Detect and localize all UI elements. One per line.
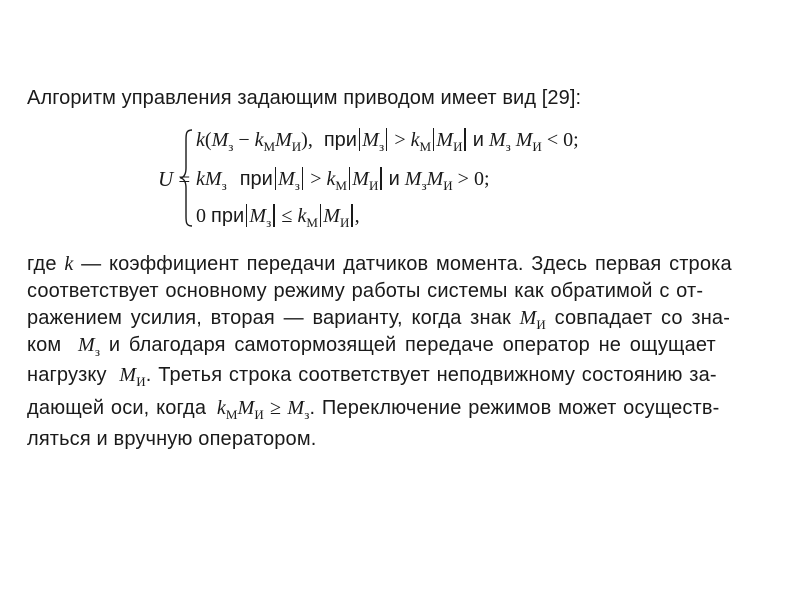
sub-z: з — [221, 178, 227, 193]
var-M: M — [515, 129, 533, 151]
coef-k: k — [254, 129, 264, 151]
var-M: M — [249, 205, 267, 227]
word-pri: при — [239, 168, 273, 190]
sub-z: з — [266, 215, 272, 230]
var-M: M — [519, 307, 537, 329]
abs-bar — [349, 167, 350, 190]
op-ge: ≥ — [263, 397, 288, 419]
op-gt: > — [389, 129, 411, 151]
text: нагрузку — [27, 364, 114, 386]
abs-bar — [380, 167, 381, 190]
word-pri: при — [323, 129, 357, 151]
abs-bar — [351, 204, 352, 227]
formula-tail: , — [354, 205, 360, 227]
sub-i: И — [339, 215, 350, 230]
var-M: M — [436, 129, 454, 151]
paragraph-line-2: соответствует основному режиму работы системы как обратимой с от- — [27, 280, 704, 302]
coef-k: k — [326, 168, 336, 190]
formula-tail: > 0; — [452, 168, 490, 190]
paragraph-line-1 — [27, 253, 767, 276]
sub-z: з — [378, 139, 385, 154]
var-M: M — [352, 168, 369, 190]
sub-i: И — [136, 374, 146, 389]
sub-i: И — [536, 317, 546, 332]
var-M: M — [237, 397, 255, 419]
sub-i: И — [443, 178, 453, 193]
sub-m: М — [419, 139, 432, 154]
abs-bar — [273, 204, 274, 227]
sub-m: М — [335, 178, 347, 193]
paren-open: ( — [204, 129, 212, 151]
paragraph-line-6 — [27, 397, 767, 423]
text: и благодаря самотормозящей передаче оператор не ощущает — [100, 334, 716, 356]
paragraph-line-5 — [27, 364, 767, 390]
formula-case-2 — [196, 167, 490, 194]
abs-bar — [302, 167, 303, 190]
text: . Переключение режимов может осуществ- — [309, 397, 720, 419]
paragraph-line-3 — [27, 307, 767, 333]
var-M: M — [278, 168, 295, 190]
paragraph-line-7: ляться и вручную оператором. — [27, 428, 317, 450]
var-M: M — [488, 129, 506, 151]
sub-z: з — [94, 344, 101, 359]
op-minus: − — [233, 129, 255, 151]
coef-k: k — [216, 397, 226, 419]
coef-k: k — [196, 129, 205, 151]
var-M: M — [275, 129, 292, 151]
coef-k: k — [64, 253, 74, 275]
sub-z: з — [228, 139, 234, 154]
sub-i: И — [291, 139, 302, 154]
left-brace — [180, 128, 194, 228]
op-gt: > — [305, 168, 327, 190]
sub-z: з — [304, 407, 310, 422]
var-M: M — [287, 397, 305, 419]
formula-case-1 — [196, 128, 579, 155]
var-M: M — [404, 168, 422, 190]
sub-z: з — [294, 178, 300, 193]
formula-eq: = — [178, 167, 191, 191]
abs-bar — [464, 128, 465, 151]
text: ком — [27, 334, 71, 356]
sub-z: з — [421, 178, 427, 193]
var-M: M — [426, 168, 444, 190]
word-pri: при — [211, 205, 245, 227]
formula-case-3 — [196, 204, 360, 231]
sub-i: И — [254, 407, 264, 422]
coef-k: k — [410, 129, 420, 151]
text: . Третья строка соответствует неподвижному состоянию за- — [145, 364, 717, 386]
sub-i: И — [453, 139, 463, 154]
sub-m: М — [263, 139, 276, 154]
abs-bar — [433, 128, 434, 151]
abs-bar — [275, 167, 276, 190]
abs-bar — [320, 204, 321, 227]
formula-tail: < 0; — [541, 129, 579, 151]
abs-bar — [359, 128, 360, 151]
sub-i: И — [368, 178, 379, 193]
var-M: M — [362, 129, 379, 151]
coef-k: k — [297, 205, 307, 227]
word-and: и — [472, 129, 484, 151]
intro-text: Алгоритм управления задающим приводом имеет вид [29]: — [27, 87, 582, 109]
var-M: M — [323, 205, 340, 227]
abs-bar — [386, 128, 387, 151]
value-zero: 0 — [196, 205, 206, 227]
var-M: M — [204, 168, 222, 190]
paren-close: ), — [301, 129, 313, 151]
coef-k: k — [196, 168, 205, 190]
paragraph-line-4 — [27, 334, 767, 360]
text: дающей оси, когда — [27, 397, 213, 419]
word-and: и — [388, 168, 400, 190]
formula-lhs-var: U — [158, 167, 174, 191]
sub-i: И — [532, 139, 542, 154]
abs-bar — [246, 204, 247, 227]
sub-z: з — [505, 139, 511, 154]
sub-m: М — [306, 215, 318, 230]
op-le: ≤ — [276, 205, 298, 227]
text: — коэффициент передачи датчиков момента. Здесь первая строка — [73, 253, 732, 275]
var-M: M — [119, 364, 137, 386]
text: ражением усилия, вторая — варианту, когда знак — [27, 307, 520, 329]
var-M: M — [78, 334, 95, 356]
text: совпадает со зна- — [545, 307, 731, 329]
sub-m: М — [225, 407, 238, 422]
text: где — [27, 253, 65, 275]
var-M: M — [211, 129, 229, 151]
